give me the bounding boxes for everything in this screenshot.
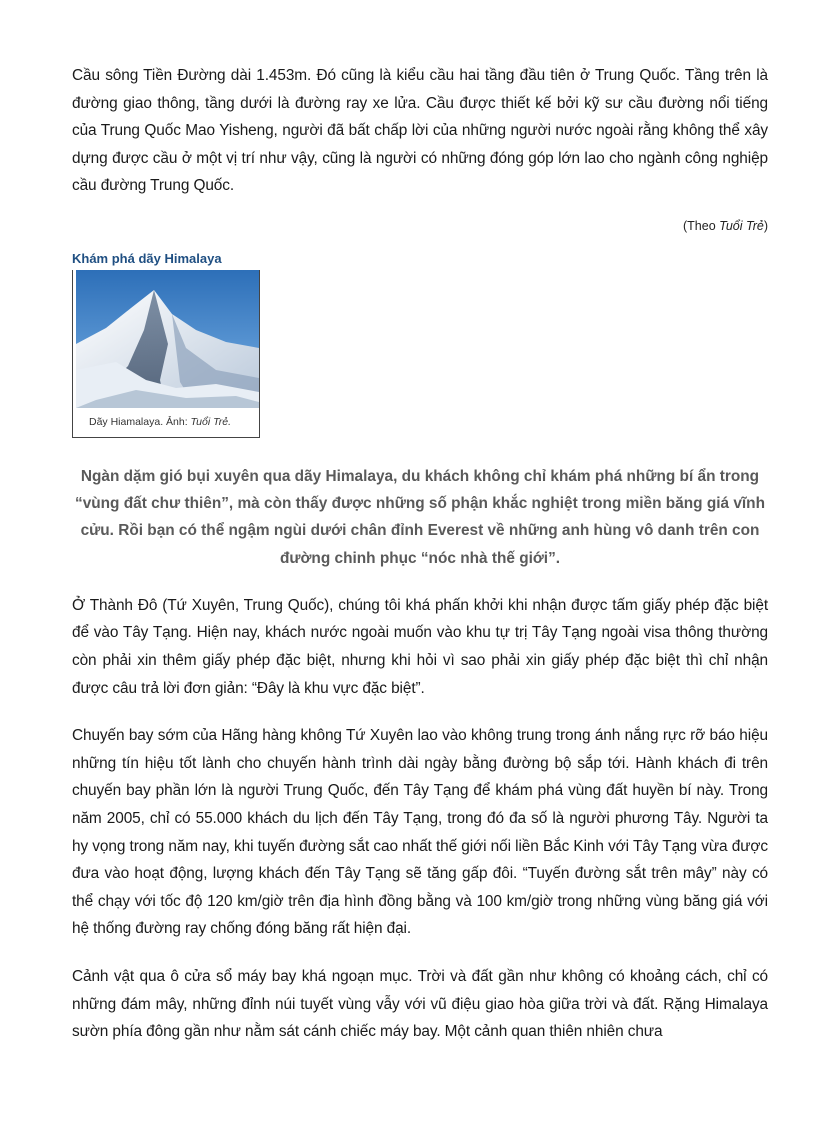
body-paragraph-1: Ở Thành Đô (Tứ Xuyên, Trung Quốc), chúng tôi khá phấn khởi khi nhận được tấm giấy phép đặc biệt để vào Tây Tạng. Hiện nay, khách nước ngoài muốn vào khu tự trị Tây Tạng ngoài visa thông thường còn phải xin thêm giấy phép đặc biệt, nhưng khi hỏi vì sao phải xin giấy phép đặc biệt thì chỉ nhận được câu trả lời đơn giản: “Đây là khu vực đặc biệt”. xyxy=(72,596,768,697)
source-credit xyxy=(72,219,768,233)
caption-source: Tuổi Trẻ. xyxy=(190,415,231,428)
image-box xyxy=(72,270,260,438)
himalaya-photo xyxy=(76,270,259,408)
intro-paragraph: Cầu sông Tiền Đường dài 1.453m. Đó cũng là kiểu cầu hai tầng đầu tiên ở Trung Quốc. Tầng trên là đường giao thông, tầng dưới là đường ray xe lửa. Cầu được thiết kế bởi kỹ sư cầu đường nổi tiếng của Trung Quốc Mao Yisheng, người đã bất chấp lời của những người nước ngoài rằng không thể xây dựng được cầu ở một vị trí như vậy, cũng là người có những đóng góp lớn lao cho ngành công nghiệp cầu đường Trung Quốc. xyxy=(72,67,768,195)
article-title: Khám phá dãy Himalaya xyxy=(72,250,222,266)
document-page xyxy=(72,62,768,1046)
credit-suffix: ) xyxy=(763,218,768,233)
credit-source: Tuổi Trẻ xyxy=(719,218,764,233)
caption-prefix: Dãy Hiamalaya. Ảnh: xyxy=(89,415,191,428)
credit-prefix: (Theo xyxy=(683,218,720,233)
image-caption xyxy=(73,408,259,437)
lead-paragraph: Ngàn dặm gió bụi xuyên qua dãy Himalaya, du khách không chỉ khám phá những bí ẩn trong “vùng đất chư thiên”, mà còn thấy được những số phận khắc nghiệt trong miền băng giá vĩnh cửu. Rồi bạn có thể ngậm ngùi dưới chân đỉnh Everest về những anh hùng vô danh trên con đường chinh phục “nóc nhà thế giới”. xyxy=(75,467,765,567)
body-paragraph-3: Cảnh vật qua ô cửa sổ máy bay khá ngoạn mục. Trời và đất gần như không có khoảng cách, chỉ có những đám mây, những đỉnh núi tuyết vùng vẫy với vũ điệu giao hòa giữa trời và đất. Rặng Himalaya sườn phía đông gần như nằm sát cánh chiếc máy bay. Một cảnh quan thiên nhiên chưa xyxy=(72,967,768,1041)
body-paragraph-2: Chuyến bay sớm của Hãng hàng không Tứ Xuyên lao vào không trung trong ánh nắng rực rỡ báo hiệu những tín hiệu tốt lành cho chuyến hành trình dài ngày bằng đường bộ sắp tới. Hành khách đi trên chuyến bay phần lớn là người Trung Quốc, đến Tây Tạng để khám phá vùng đất huyền bí này. Trong năm 2005, chỉ có 55.000 khách du lịch đến Tây Tạng, trong đó đa số là người phương Tây. Người ta hy vọng trong năm nay, khi tuyến đường sắt cao nhất thế giới nối liền Bắc Kinh với Tây Tạng vừa được đưa vào hoạt động, lượng khách đến Tây Tạng sẽ tăng gấp đôi. “Tuyến đường sắt trên mây” này có thể chạy với tốc độ 120 km/giờ trên địa hình đồng bằng và 100 km/giờ trong những vùng băng giá với hệ thống đường ray chống đóng băng rất hiện đại. xyxy=(72,727,768,938)
